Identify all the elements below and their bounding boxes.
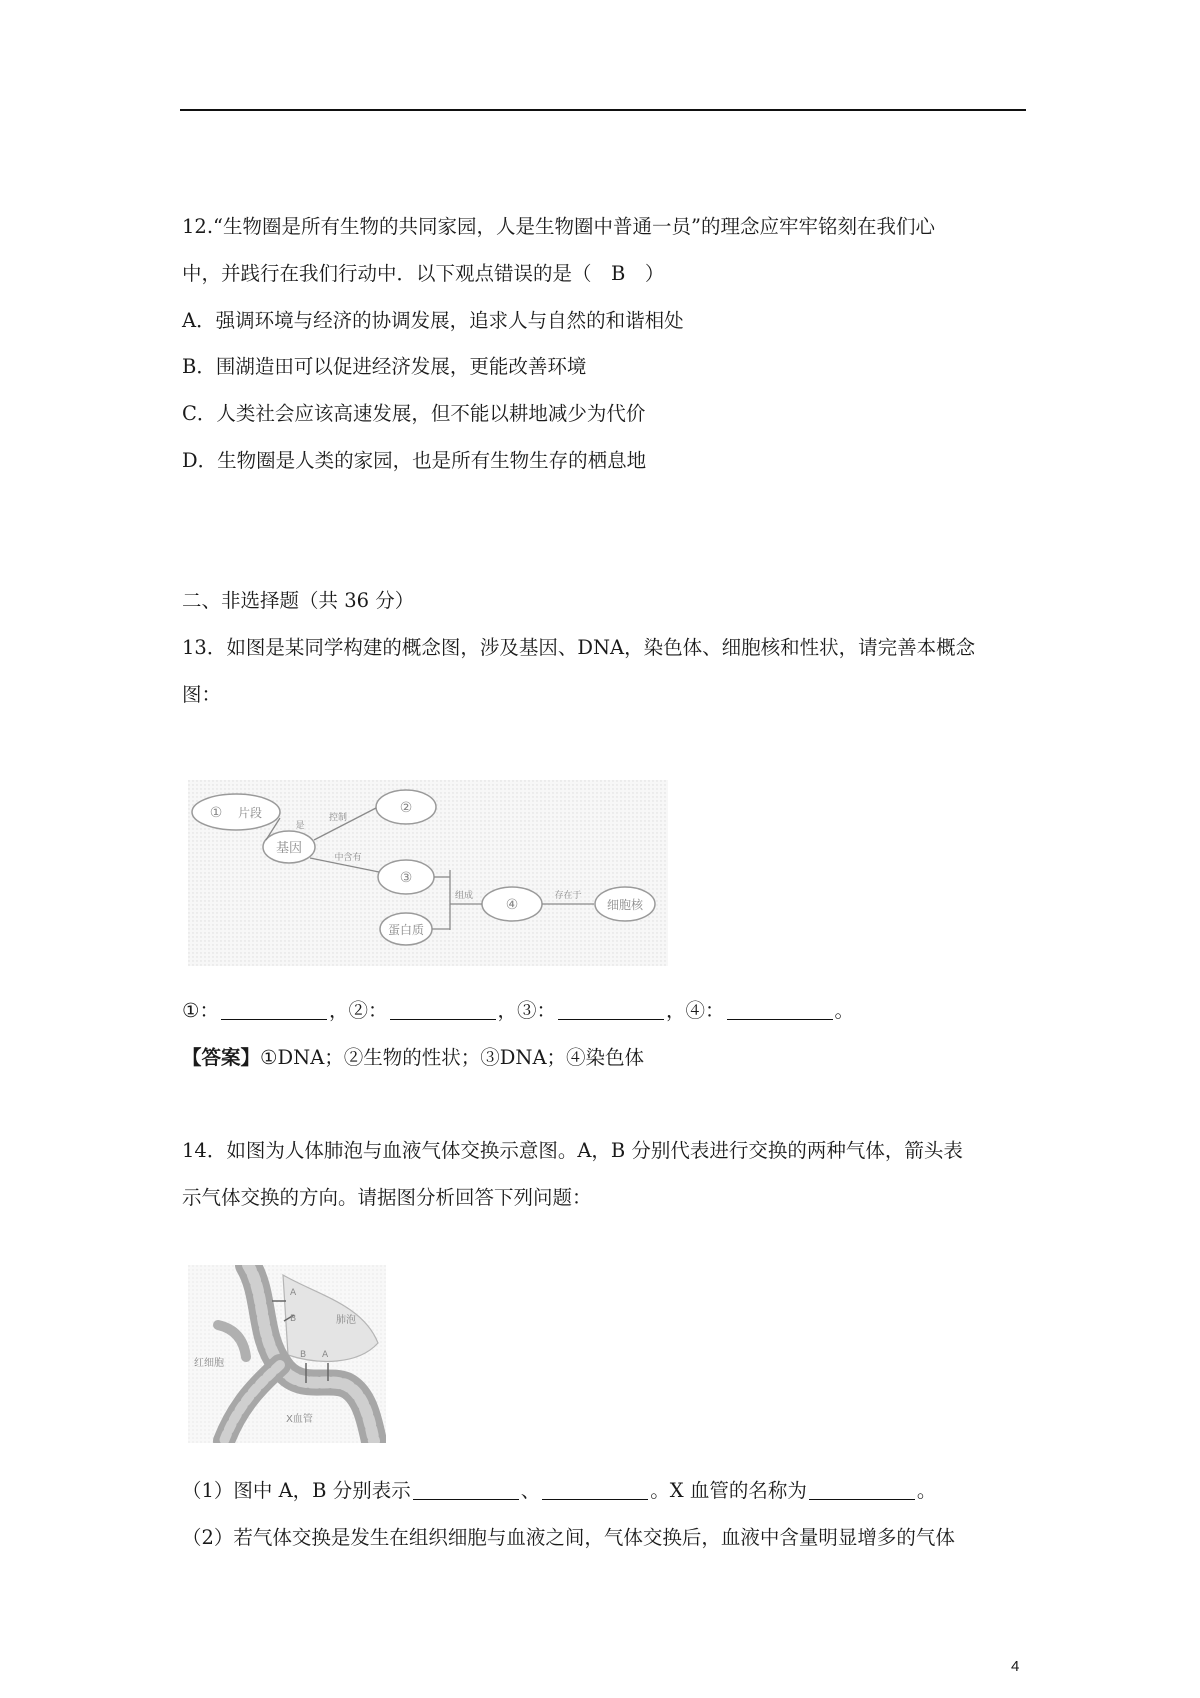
answer-bracket: 【答案】 — [182, 1046, 261, 1069]
blank-1[interactable] — [221, 999, 327, 1020]
fig-n2: ② — [399, 800, 413, 816]
fig-n1-text: 片段 — [237, 806, 263, 820]
page-number: 4 — [1011, 1658, 1020, 1675]
blank-label-4: ，④： — [666, 999, 725, 1022]
alveolus-figure — [188, 1265, 386, 1443]
q12-option-d: D．生物圈是人类的家园，也是所有生物生存的栖息地 — [182, 449, 647, 472]
fig-protein: 蛋白质 — [387, 923, 425, 937]
fig-gene: 基因 — [275, 841, 303, 856]
fig-arrow2: 控制 — [328, 813, 348, 823]
q14-blank-2[interactable] — [542, 1479, 648, 1500]
fig-n1: ① — [209, 805, 223, 821]
fig-n3: ③ — [399, 870, 413, 886]
q14-sub1-p3: 。X 血管的名称为 — [650, 1479, 807, 1502]
q12-line1: 12.“生物圈是所有生物的共同家园，人是生物圈中普通一员”的理念应牢牢铭刻在我们心 — [182, 215, 935, 238]
fig-arrow3: 中含有 — [334, 853, 362, 863]
q14-line2: 示气体交换的方向。请据图分析回答下列问题： — [182, 1186, 592, 1209]
fig-n4: ④ — [505, 897, 519, 913]
q14-line1: 14．如图为人体肺泡与血液气体交换示意图。A，B 分别代表进行交换的两种气体，箭头表 — [182, 1139, 963, 1162]
blank-2[interactable] — [390, 999, 496, 1020]
blank-4[interactable] — [727, 999, 833, 1020]
fig2-alveolus: 肺泡 — [336, 1315, 356, 1326]
q14-sub1-p1: （1）图中 A，B 分别表示 — [182, 1479, 411, 1502]
q13-line2: 图： — [182, 683, 222, 706]
fig2-label-a: A — [290, 1288, 297, 1298]
q13-blanks-row — [182, 998, 854, 1024]
q14-sub1 — [182, 1478, 936, 1504]
q13-answer — [182, 1045, 644, 1071]
header-rule — [180, 109, 1026, 111]
fig2-rbc: 红细胞 — [194, 1358, 224, 1369]
q12-line2: 中，并践行在我们行动中．以下观点错误的是（ B ） — [182, 262, 665, 285]
fig-arrow5: 存在于 — [554, 891, 582, 901]
q12-option-a: A．强调环境与经济的协调发展，追求人与自然的和谐相处 — [182, 309, 684, 332]
blank-3[interactable] — [558, 999, 664, 1020]
q14-blank-3[interactable] — [809, 1479, 915, 1500]
fig2-label-b: B — [290, 1314, 297, 1324]
fig-arrow1: 是 — [295, 821, 305, 831]
fig-nucleus: 细胞核 — [606, 898, 644, 912]
blanks-end: 。 — [834, 999, 855, 1022]
blank-label-3: ，③： — [497, 999, 557, 1022]
fig-arrow4: 组成 — [454, 891, 474, 901]
fig2-vessel: X血管 — [286, 1414, 313, 1425]
blank-label-1: ①： — [182, 999, 219, 1022]
q14-blank-1[interactable] — [413, 1479, 519, 1500]
cloud-1 — [192, 794, 280, 830]
q14-sub1-p2: 、 — [520, 1479, 541, 1502]
concept-map-figure — [188, 780, 668, 966]
fig2-label-b2: B — [300, 1350, 307, 1360]
answer-text: ①DNA；②生物的性状；③DNA；④染色体 — [260, 1046, 645, 1069]
q14-sub1-p4: 。 — [916, 1479, 937, 1502]
q14-sub2: （2）若气体交换是发生在组织细胞与血液之间，气体交换后，血液中含量明显增多的气体 — [182, 1526, 955, 1549]
fig2-label-a2: A — [322, 1350, 329, 1360]
q12-option-b: B．围湖造田可以促进经济发展，更能改善环境 — [182, 355, 587, 378]
section2-title: 二、非选择题（共 36 分） — [182, 589, 415, 612]
q12-option-c: C．人类社会应该高速发展，但不能以耕地减少为代价 — [182, 402, 646, 425]
q13-line1: 13．如图是某同学构建的概念图，涉及基因、DNA，染色体、细胞核和性状，请完善本概念 — [182, 636, 976, 659]
blank-label-2: ，②： — [328, 999, 388, 1022]
